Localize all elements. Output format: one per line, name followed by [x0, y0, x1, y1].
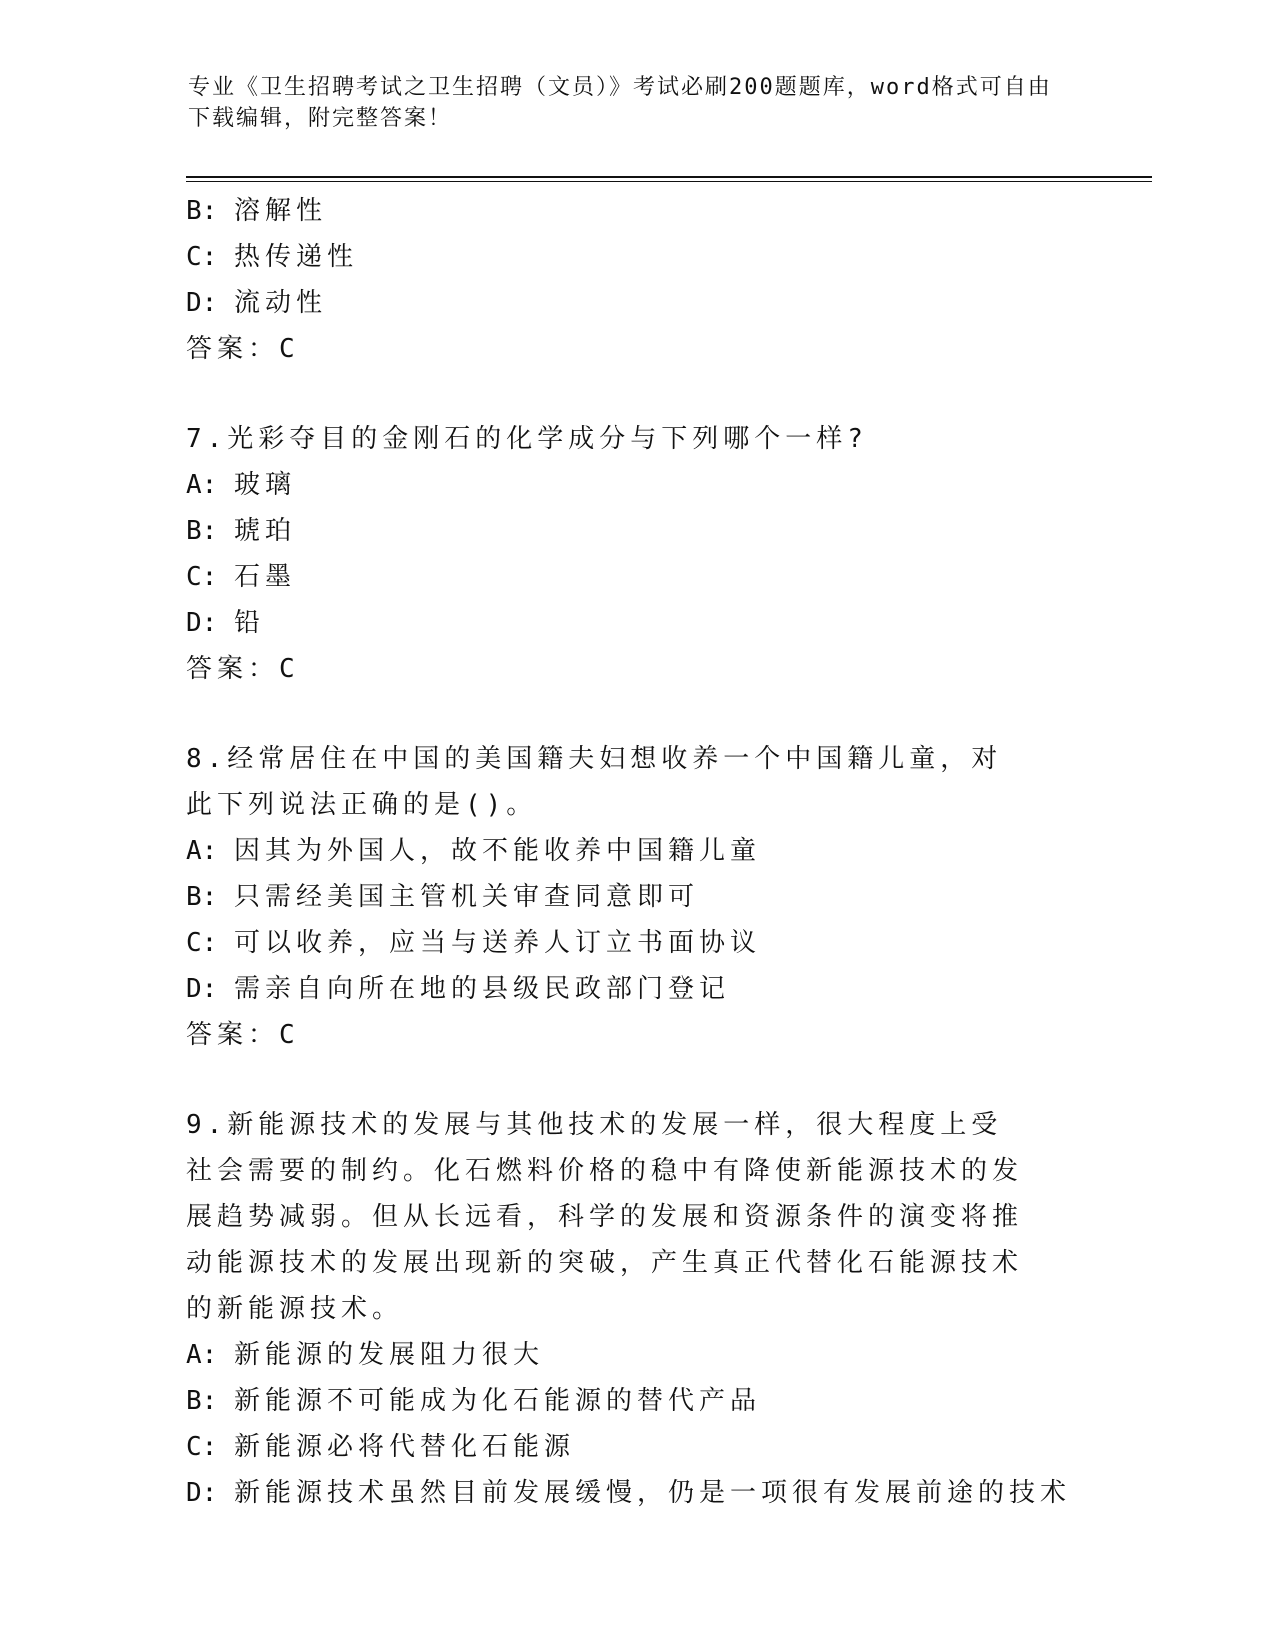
option-text: 新能源不可能成为化石能源的替代产品 [234, 1386, 762, 1416]
document-body [186, 188, 1086, 1516]
option-text: 因其为外国人，故不能收养中国籍儿童 [234, 836, 762, 866]
option-text: 只需经美国主管机关审查同意即可 [234, 882, 700, 912]
option-b [186, 508, 1086, 554]
option-key: B: [186, 516, 218, 546]
question-stem: 9.新能源技术的发展与其他技术的发展一样，很大程度上受社会需要的制约。化石燃料价格的稳中有降使新能源技术的发展趋势减弱。但从长远看，科学的发展和资源条件的演变将推动能源技术的发展出现新的突破，产生真正代替化石能源技术的新能源技术。 [186, 1110, 1024, 1324]
answer-label: 答案： [186, 334, 280, 364]
option-key: D: [186, 1478, 218, 1508]
header-rule-thick [186, 176, 1152, 178]
option-text: 琥珀 [234, 516, 297, 546]
option-key: D: [186, 288, 218, 318]
option-c [186, 920, 1086, 966]
option-a [186, 828, 1086, 874]
answer-label: 答案： [186, 654, 280, 684]
option-key: A: [186, 1340, 218, 1370]
option-key: B: [186, 882, 218, 912]
answer-value: C [279, 654, 300, 684]
option-text: 新能源的发展阻力很大 [234, 1340, 545, 1370]
option-a [186, 1332, 1086, 1378]
option-text: 新能源必将代替化石能源 [234, 1432, 576, 1462]
answer-value: C [279, 334, 300, 364]
option-key: C: [186, 928, 218, 958]
option-a [186, 462, 1086, 508]
option-key: C: [186, 242, 218, 272]
option-text: 新能源技术虽然目前发展缓慢，仍是一项很有发展前途的技术 [234, 1478, 1072, 1508]
question-7 [186, 416, 1086, 692]
answer-line [186, 1012, 1086, 1058]
option-text: 石墨 [234, 562, 297, 592]
answer-line [186, 646, 1086, 692]
option-d [186, 280, 1086, 326]
option-key: D: [186, 974, 218, 1004]
option-text: 流动性 [234, 288, 328, 318]
question-6-continued [186, 188, 1086, 372]
option-c [186, 234, 1086, 280]
option-text: 热传递性 [234, 242, 359, 272]
option-text: 需亲自向所在地的县级民政部门登记 [234, 974, 731, 1004]
answer-label: 答案： [186, 1020, 280, 1050]
option-key: C: [186, 562, 218, 592]
option-text: 溶解性 [234, 196, 328, 226]
option-key: D: [186, 608, 218, 638]
header-rule-thin [186, 181, 1152, 182]
question-stem: 8.经常居住在中国的美国籍夫妇想收养一个中国籍儿童，对此下列说法正确的是()。 [186, 744, 1003, 820]
option-key: B: [186, 196, 218, 226]
option-b [186, 188, 1086, 234]
option-b [186, 1378, 1086, 1424]
option-b [186, 874, 1086, 920]
option-text: 玻璃 [234, 470, 297, 500]
option-key: A: [186, 836, 218, 866]
option-key: B: [186, 1386, 218, 1416]
answer-value: C [279, 1020, 300, 1050]
page-header: 专业《卫生招聘考试之卫生招聘（文员）》考试必刷200题题库，word格式可自由下载编辑，附完整答案！ [188, 75, 1052, 131]
answer-line [186, 326, 1086, 372]
question-8 [186, 736, 1086, 1058]
option-d [186, 600, 1086, 646]
question-9 [186, 1102, 1086, 1516]
question-stem: 7.光彩夺目的金刚石的化学成分与下列哪个一样? [186, 424, 868, 454]
option-text: 铅 [234, 608, 266, 638]
option-d [186, 966, 1086, 1012]
option-c [186, 554, 1086, 600]
option-c [186, 1424, 1086, 1470]
option-key: A: [186, 470, 218, 500]
option-d [186, 1470, 1086, 1516]
option-text: 可以收养，应当与送养人订立书面协议 [234, 928, 762, 958]
option-key: C: [186, 1432, 218, 1462]
